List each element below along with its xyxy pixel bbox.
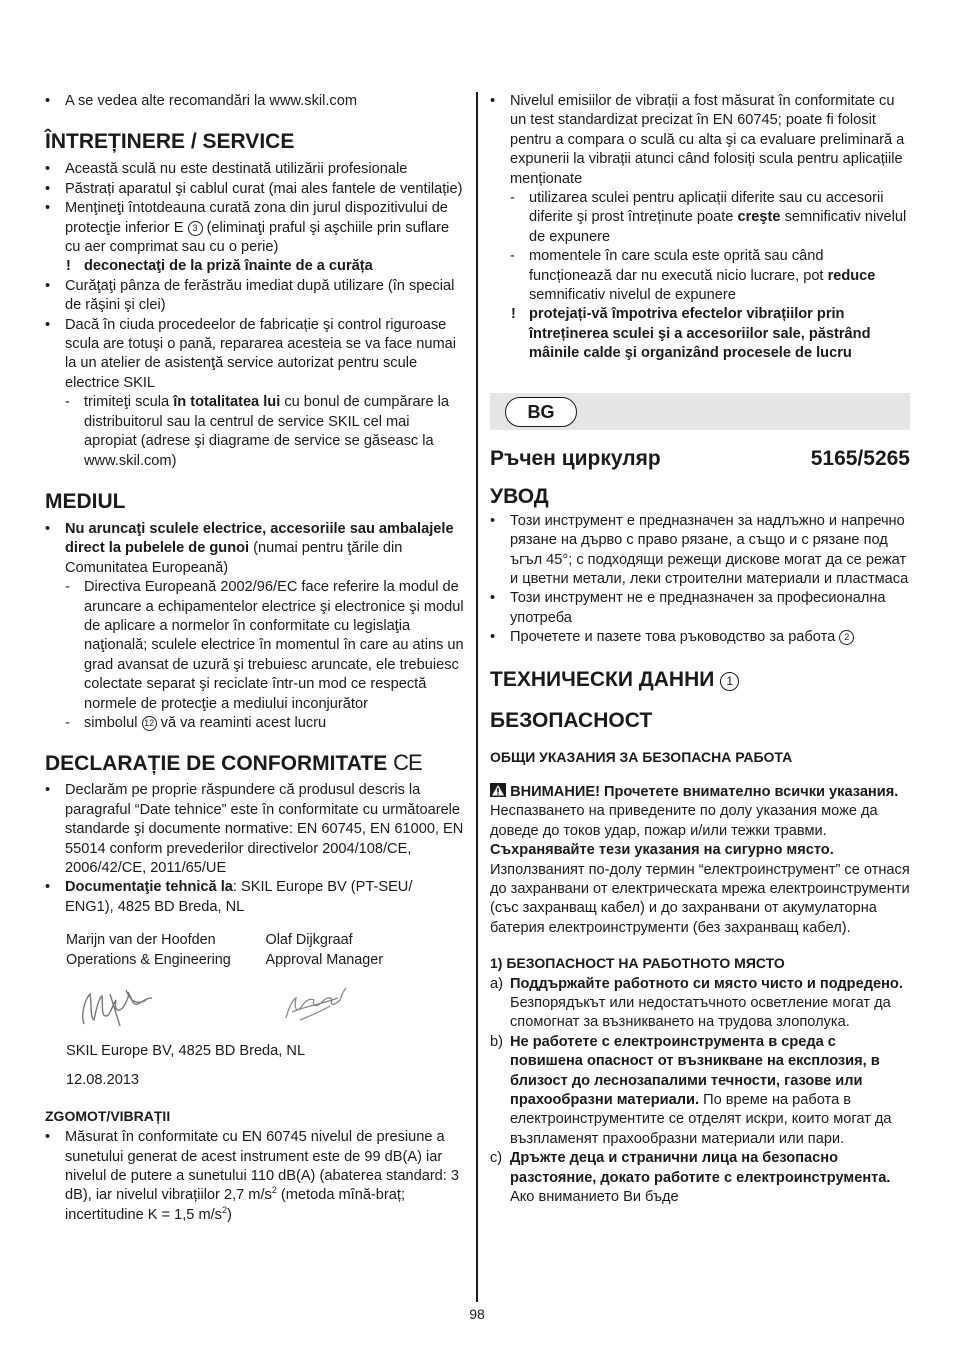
list-item: • Documentaţie tehnică la: SKIL Europe BV (PT-SEU/ ENG1), 4825 BD Breda, NL — [45, 878, 465, 917]
product-name: Ръчен циркуляр — [490, 446, 661, 470]
list-item: • Curăţaţi pânza de ferăstrău imediat după utilizare (în special de răşini şi clei) — [45, 277, 465, 316]
list-item: • Прочетете и пазете това ръководство за работа 2 — [490, 628, 910, 647]
warning-triangle-icon — [490, 783, 506, 797]
warning-note: ! deconectaţi de la priză înainte de a curăța — [45, 257, 465, 276]
reference-number: 1 — [720, 672, 739, 691]
sub-list-item: - utilizarea sculei pentru aplicații diferite sau cu accesorii diferite şi prost întreținute poate creşte semnificativ nivelul de expunere — [490, 189, 910, 247]
sub-list-item: - simbolul 12 vă va reaminti acest lucru — [45, 714, 465, 733]
section-title-tech-data: ТЕХНИЧЕСКИ ДАННИ 1 — [490, 667, 910, 693]
list-item: • Nu aruncaţi sculele electrice, accesoriile sau ambalajele direct la pubelele de gunoi (numai pentru ţările din Comunitatea Europeană) — [45, 520, 465, 578]
list-item: • Această sculă nu este destinată utilizării profesionale — [45, 160, 465, 179]
reference-number: 3 — [188, 221, 203, 236]
list-item: • Този инструмент е предназначен за надлъжно и напречно рязане на дърво с право рязане, а също и с рязане под ъгъл 45°; с подходящи режещи дискове могат да се режат и цветни метали, леки строителни материали и пластмаса — [490, 512, 910, 590]
product-header — [490, 446, 910, 472]
sub-list-item: - Directiva Europeană 2002/96/EC face referire la modul de aruncare a echipamentelor electrice şi electronice şi modul de aplicare a normelor în conformitate cu legislaţia naţională; sculele electrice în momentul în care au atins un grad avansat de uzură şi trebuiesc aruncate, ele trebuiesc colectate separat şi reciclate într-un mod ce respectă normele de protecţie a mediului inconjurător — [45, 578, 465, 714]
column-divider — [476, 92, 478, 1302]
signature-icon — [66, 976, 176, 1036]
ce-mark-icon: CE — [393, 750, 422, 776]
left-column — [45, 92, 465, 1225]
language-badge: BG — [505, 397, 577, 427]
subsection-title-noise: ZGOMOT/VIBRAȚII — [45, 1107, 171, 1124]
section-title-safety: БЕЗОПАСНОСТ — [490, 708, 653, 732]
warning-note: ! protejați-vă împotriva efectelor vibrațiilor prin întreținerea sculei şi a accesoriilor sale, păstrând mâinile calde şi organizând procesele de lucru — [490, 305, 910, 363]
signatories — [66, 931, 465, 970]
signatory-name: Marijn van der Hoofden — [66, 932, 216, 949]
list-item: • Declarăm pe proprie răspundere că produsul descris la paragraful “Date tehnice” este în conformitate cu următoarele standarde şi documente normative: EN 60745, EN 61000, EN 55014 conform prevederilor directivelor 2004/108/CE, 2006/42/CE, 2011/65/UE — [45, 781, 465, 878]
section-title-environment: MEDIUL — [45, 489, 126, 513]
section-title-declaration: DECLARAȚIE DE CONFORMITATE CE — [45, 750, 422, 776]
date: 12.08.2013 — [66, 1072, 140, 1089]
list-item: • Măsurat în conformitate cu EN 60745 nivelul de presiune a sunetului generat de acest instrument este de 99 dB(A) iar nivelul de putere a sunetului 110 dB(A) (abaterea standard: 3 dB), iar nivelul vibrațiilor 2,7 $m/s^2$ (metoda mînă-braț; incertitudine K = 1,5 $m/s^2$) — [45, 1128, 465, 1225]
list-item: • Nivelul emisiilor de vibrații a fost măsurat în conformitate cu un test standardizat precizat în EN 60745; poate fi folosit pentru a compara o sculă cu alta şi ca evaluare preliminară a expunerii la vibrații atunci când folosiți scula pentru aplicațiile menționate — [490, 92, 910, 189]
signatory-role: Operations & Engineering — [66, 951, 231, 968]
sub-list-item: - momentele în care scula este oprită sau când funcționează dar nu execută nicio lucrare, pot reduce semnificativ nivelul de expunere — [490, 247, 910, 305]
section-title-maintenance: ÎNTREȚINERE / SERVICE — [45, 130, 295, 154]
list-item: • Този инструмент не е предназначен за професионална употреба — [490, 589, 910, 628]
company-address: SKIL Europe BV, 4825 BD Breda, NL — [66, 1043, 306, 1060]
signatory-name: Olaf Dijkgraaf — [265, 932, 353, 949]
safety-warning-paragraph: ВНИМАНИЕ! Прочетете внимателно всички указания. Неспазването на приведените по долу указания може да доведе до токов удар, пожар и/или тежки травми. Съхранявайте тези указания на сигурно място. Използваният по-долу термин “електроинструмент” се отнася до захранвани от електрическата мрежа електроинструменти (със захранващ кабел) и до захранвани от акумулаторна батерия електроинструменти (без захранващ кабел). — [490, 783, 910, 936]
subsection-title-general: ОБЩИ УКАЗАНИЯ ЗА БЕЗОПАСНА РАБОТА — [490, 748, 793, 765]
list-item: b) Не работете с електроинструмента в среда с повишена опасност от възникване на експлозия, в близост до леснозапалими течности, газове или прахообразни материали. По време на работа в електроинструментите се отделят искри, които могат да възпламенят прахообразни материали или пари. — [490, 1033, 892, 1147]
reference-number: 12 — [142, 716, 157, 731]
subsection-title-work-area: 1) БЕЗОПАСНОСТ НА РАБОТНОТО МЯСТО — [490, 955, 785, 972]
list-item: • Dacă în ciuda procedeelor de fabricație şi control riguroase scula are totuşi o pană, repararea acesteia se va face numai la un atelier de asistenţă service autorizat pentru scule electrice SKIL — [45, 316, 465, 394]
signature-icon — [266, 976, 376, 1036]
list-item: a) Поддържайте работното си място чисто и подредено. Безпорядъкът или недостатъчното осветление могат да спомогнат за възникването на трудова злополука. — [490, 975, 903, 1031]
product-model: 5165/5265 — [810, 446, 910, 470]
signatory-role: Approval Manager — [265, 951, 384, 968]
signature-images — [66, 976, 465, 1040]
language-band — [490, 393, 910, 430]
reference-number: 2 — [839, 630, 854, 645]
right-column — [490, 92, 910, 1207]
sub-list-item: - trimiteţi scula în totalitatea lui cu bonul de cumpărare la distribuitorul sau la centrul de service SKIL cel mai apropiat (adrese şi diagrame de service se găseasc la www.skil.com) — [45, 393, 465, 471]
list-item: • Menţineţi întotdeauna curată zona din jurul dispozitivului de protecţie inferior E 3 (eliminaţi praful şi aşchiile prin suflare cu aer comprimat sau cu o perie) — [45, 199, 465, 257]
list-item: c) Дръжте деца и странични лица на безопасно разстояние, докато работите с електроинструмента. Ако вниманието Ви бъде — [490, 1150, 891, 1206]
page-number: 98 — [469, 1306, 485, 1322]
list-item: • Păstrați aparatul şi cablul curat (mai ales fantele de ventilație) — [45, 180, 465, 199]
section-title-intro: УВОД — [490, 484, 549, 508]
list-item: • A se vedea alte recomandări la www.skil.com — [45, 92, 465, 111]
